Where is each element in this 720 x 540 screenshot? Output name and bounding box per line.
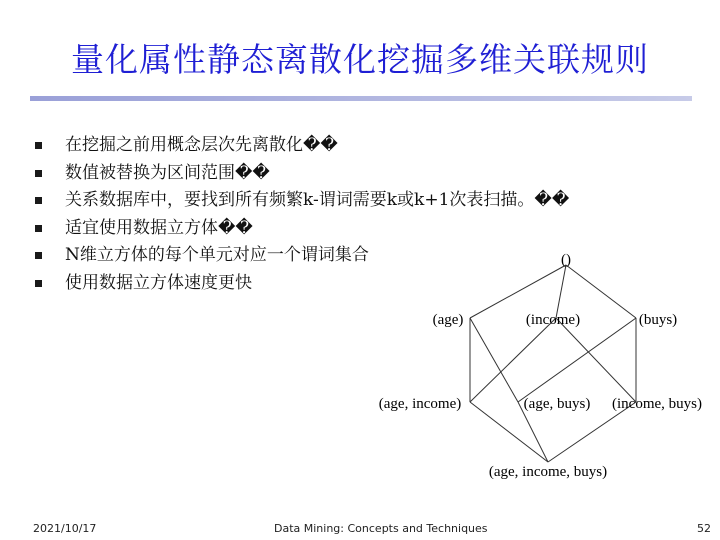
bullet-text: 适宜使用数据立方体�� — [65, 217, 253, 238]
bullet-text: 关系数据库中，要找到所有频繁k-谓词需要k或k+1次表扫描。�� — [65, 190, 570, 210]
edge-root-age — [470, 265, 566, 318]
edge-root-buys — [566, 265, 636, 318]
bullet-text: 使用数据立方体速度更快 — [65, 272, 252, 293]
edge-age-age-buys — [470, 318, 518, 402]
footer-page-number: 52 — [697, 522, 711, 535]
edge-root-income — [556, 265, 566, 318]
edge-buys-age-buys — [518, 318, 636, 402]
node-age-income-buys: (age, income, buys) — [488, 464, 608, 480]
node-age: (age) — [432, 312, 464, 328]
footer-date: 2021/10/17 — [33, 522, 97, 535]
node-income-buys: (income, buys) — [612, 396, 702, 412]
footer-source: Data Mining: Concepts and Techniques — [274, 522, 488, 535]
edge-income-income-buys — [556, 318, 636, 402]
node-age-buys: (age, buys) — [523, 396, 591, 412]
node-income: (income) — [525, 312, 581, 328]
node-root: () — [561, 252, 571, 268]
lattice-edges — [470, 265, 636, 462]
bullet-text: 在挖掘之前用概念层次先离散化�� — [65, 135, 338, 155]
bullet-text: 数值被替换为区间范围�� — [65, 162, 270, 183]
edge-income-age-income — [470, 318, 556, 402]
slide-title: 量化属性静态离散化挖掘多维关联规则 — [71, 40, 649, 79]
bullet-text: N维立方体的每个单元对应一个谓词集合 — [65, 245, 369, 265]
node-buys: (buys) — [638, 312, 678, 328]
node-age-income: (age, income) — [378, 396, 462, 412]
